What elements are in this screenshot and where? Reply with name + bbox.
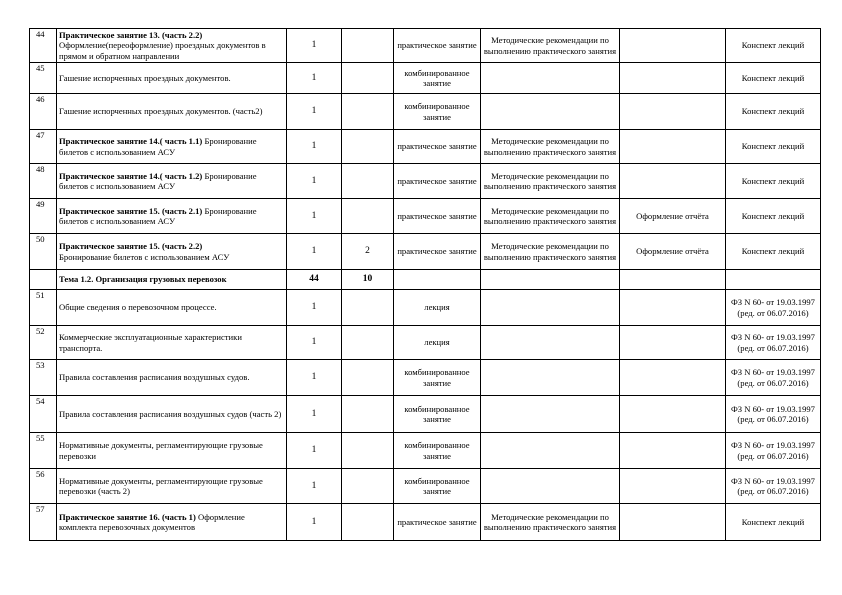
table-row [30,469,821,504]
practice-hours-cell [342,360,394,396]
source-cell [726,270,821,290]
lesson-title [57,290,287,326]
lesson-type-cell [394,270,481,290]
hours-cell: 1 [287,164,342,199]
lesson-type-cell: практическое занятие [394,504,481,541]
lesson-type-cell: комбинированное занятие [394,469,481,504]
source-cell: ФЗ N 60- от 19.03.1997 (ред. от 06.07.2016) [726,396,821,433]
lesson-type-cell: комбинированное занятие [394,433,481,469]
methodical-cell [481,270,620,290]
independent-work-cell [620,433,726,469]
hours-cell: 1 [287,130,342,164]
lesson-title-text: Нормативные документы, регламентирующие грузовые перевозки [59,440,263,461]
lesson-title [57,433,287,469]
lesson-title-text: Нормативные документы, регламентирующие грузовые перевозки (часть 2) [59,475,263,496]
independent-work-cell [620,29,726,63]
lesson-title [57,396,287,433]
table-row [30,130,821,164]
independent-work-cell [620,360,726,396]
lesson-title-text: Бронирование билетов с использованием АСУ [59,170,257,191]
practice-hours-cell [342,396,394,433]
section-row [30,270,821,290]
row-number: 47 [30,130,57,164]
hours-cell: 1 [287,199,342,234]
lesson-title-text: Бронирование билетов с использованием АСУ [59,205,257,226]
practice-hours-cell [342,164,394,199]
methodical-cell [481,326,620,360]
hours-cell: 1 [287,469,342,504]
row-number: 54 [30,396,57,433]
lesson-type-cell: комбинированное занятие [394,63,481,94]
source-cell: Конспект лекций [726,63,821,94]
source-cell: Конспект лекций [726,199,821,234]
lesson-type-cell: практическое занятие [394,199,481,234]
lesson-title-bold: Практическое занятие 14.( часть 1.1) [59,136,203,147]
row-number: 55 [30,433,57,469]
practice-hours-cell [342,433,394,469]
source-cell: Конспект лекций [726,234,821,270]
lesson-type-cell: практическое занятие [394,234,481,270]
table-row [30,504,821,541]
lesson-title [57,326,287,360]
lesson-title-text: Оформление(переоформление) проездных документов в прямом и обратном направлении [59,40,266,61]
row-number: 50 [30,234,57,270]
lesson-title-bold: Практическое занятие 14.( часть 1.2) [59,170,203,181]
row-number: 44 [30,29,57,63]
lesson-title-bold: Практическое занятие 16. (часть 1) [59,511,196,522]
hours-cell: 1 [287,290,342,326]
hours-cell: 1 [287,94,342,130]
source-cell: ФЗ N 60- от 19.03.1997 (ред. от 06.07.2016) [726,469,821,504]
hours-cell: 1 [287,63,342,94]
row-number [30,270,57,290]
row-number: 45 [30,63,57,94]
row-number: 53 [30,360,57,396]
independent-work-cell [620,326,726,360]
hours-cell: 1 [287,396,342,433]
lesson-title-text: Правила составления расписания воздушных судов (часть 2) [59,408,282,419]
independent-work-cell [620,290,726,326]
source-cell: Конспект лекций [726,29,821,63]
table-row [30,199,821,234]
lesson-title [57,469,287,504]
section-hours: 44 [287,270,342,290]
independent-work-cell [620,469,726,504]
hours-cell: 1 [287,360,342,396]
independent-work-cell [620,63,726,94]
row-number: 49 [30,199,57,234]
lesson-type-cell: комбинированное занятие [394,396,481,433]
hours-cell: 1 [287,326,342,360]
lesson-type-cell: комбинированное занятие [394,94,481,130]
lesson-title [57,130,287,164]
source-cell: Конспект лекций [726,94,821,130]
methodical-cell: Методические рекомендации по выполнению практического занятия [481,199,620,234]
practice-hours-cell [342,469,394,504]
lesson-title-bold: Практическое занятие 13. (часть 2.2) [59,29,203,40]
lesson-title [57,63,287,94]
table-row [30,63,821,94]
lesson-title-text: Оформление комплекта перевозочных документов [59,511,245,532]
lesson-type-cell: лекция [394,290,481,326]
section-practice-hours: 10 [342,270,394,290]
table-row [30,29,821,63]
methodical-cell [481,63,620,94]
methodical-cell: Методические рекомендации по выполнению практического занятия [481,29,620,63]
independent-work-cell [620,130,726,164]
table-row [30,326,821,360]
source-cell: ФЗ N 60- от 19.03.1997 (ред. от 06.07.2016) [726,360,821,396]
lesson-type-cell: практическое занятие [394,164,481,199]
lesson-title-text: Бронирование билетов с использованием АСУ [59,251,230,262]
table-row [30,360,821,396]
source-cell: Конспект лекций [726,504,821,541]
lesson-title [57,94,287,130]
source-cell: ФЗ N 60- от 19.03.1997 (ред. от 06.07.2016) [726,433,821,469]
methodical-cell: Методические рекомендации по выполнению практического занятия [481,164,620,199]
lesson-title-text: Правила составления расписания воздушных судов. [59,372,250,383]
methodical-cell [481,433,620,469]
independent-work-cell [620,396,726,433]
methodical-cell [481,469,620,504]
row-number: 52 [30,326,57,360]
row-number: 57 [30,504,57,541]
lesson-type-cell: практическое занятие [394,130,481,164]
lesson-type-cell: комбинированное занятие [394,360,481,396]
practice-hours-cell [342,130,394,164]
source-cell: ФЗ N 60- от 19.03.1997 (ред. от 06.07.2016) [726,290,821,326]
lesson-title-text: Гашение испорченных проездных документов. [59,72,231,83]
practice-hours-cell [342,29,394,63]
lesson-title [57,164,287,199]
hours-cell: 1 [287,234,342,270]
lesson-title-bold: Практическое занятие 15. (часть 2.1) [59,205,203,216]
source-cell: ФЗ N 60- от 19.03.1997 (ред. от 06.07.2016) [726,326,821,360]
lesson-type-cell: практическое занятие [394,29,481,63]
table-row [30,94,821,130]
hours-cell: 1 [287,504,342,541]
row-number: 48 [30,164,57,199]
table-row [30,234,821,270]
table-row [30,396,821,433]
methodical-cell: Методические рекомендации по выполнению практического занятия [481,504,620,541]
lesson-title-text: Общие сведения о перевозочном процессе. [59,302,217,313]
independent-work-cell: Оформление отчёта [620,234,726,270]
lesson-plan-table [29,28,821,541]
hours-cell: 1 [287,433,342,469]
source-cell: Конспект лекций [726,130,821,164]
lesson-title [57,504,287,541]
lesson-title [57,29,287,63]
lesson-title-bold: Практическое занятие 15. (часть 2.2) [59,241,203,252]
row-number: 56 [30,469,57,504]
table-row [30,433,821,469]
lesson-title-text: Коммерческие эксплуатационные характеристики транспорта. [59,332,242,353]
lesson-title [57,234,287,270]
lesson-title [57,360,287,396]
lesson-title-text: Гашение испорченных проездных документов. (часть2) [59,106,263,117]
methodical-cell: Методические рекомендации по выполнению практического занятия [481,130,620,164]
methodical-cell [481,360,620,396]
table-row [30,164,821,199]
section-title: Тема 1.2. Организация грузовых перевозок [57,270,287,290]
practice-hours-cell [342,290,394,326]
methodical-cell: Методические рекомендации по выполнению практического занятия [481,234,620,270]
independent-work-cell [620,270,726,290]
row-number: 51 [30,290,57,326]
lesson-title-text: Бронирование билетов с использованием АСУ [59,136,257,157]
source-cell: Конспект лекций [726,164,821,199]
independent-work-cell [620,164,726,199]
methodical-cell [481,290,620,326]
lesson-title [57,199,287,234]
practice-hours-cell [342,94,394,130]
practice-hours-cell [342,199,394,234]
practice-hours-cell [342,63,394,94]
methodical-cell [481,396,620,433]
practice-hours-cell: 2 [342,234,394,270]
methodical-cell [481,94,620,130]
lesson-type-cell: лекция [394,326,481,360]
hours-cell: 1 [287,29,342,63]
practice-hours-cell [342,504,394,541]
table-row [30,290,821,326]
independent-work-cell: Оформление отчёта [620,199,726,234]
independent-work-cell [620,504,726,541]
independent-work-cell [620,94,726,130]
row-number: 46 [30,94,57,130]
practice-hours-cell [342,326,394,360]
